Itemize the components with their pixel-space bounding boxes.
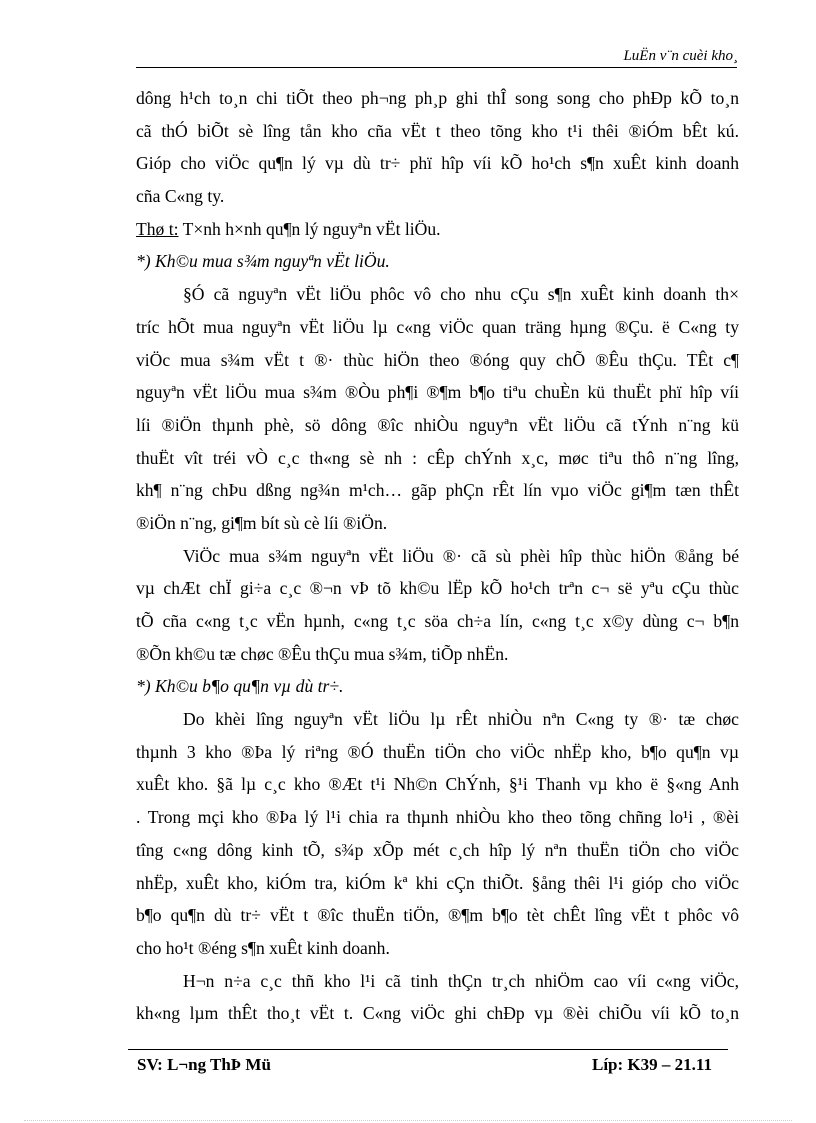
text-line: tÕ cña c«ng t¸c vËn hµnh, c«ng t¸c söa ch÷a lín, c«ng t¸c x©y dùng c¬ b¶n [136, 611, 739, 631]
text-line: cã thÓ biÕt sè lîng tån kho cña vËt t theo tõng kho t¹i thêi ®iÓm bÊt kú. [136, 120, 739, 141]
text-line: H¬n n÷a c¸c thñ kho l¹i cã tinh thÇn tr¸ch nhiÖm cao víi c«ng viÖc, [183, 970, 739, 991]
text-line: kh«ng lµm thÊt tho¸t vËt t. C«ng viÖc ghi chÐp vµ ®èi chiÕu víi kÕ to¸n [136, 1003, 739, 1024]
text-line: b¶o qu¶n dù tr÷ vËt t ®îc thuËn tiÖn, ®¶m b¶o tèt chÊt lîng vËt t phôc vô [136, 905, 739, 926]
text-line: líi ®iÖn thµnh phè, sö dông ®îc nhiÒu nguyªn vËt liÖu cã tÝnh n¨ng kü [136, 414, 739, 435]
class-code: Líp: K39 – 21.11 [592, 1055, 712, 1074]
text-line: dông h¹ch to¸n chi tiÕt theo ph¬ng ph¸p ghi thÎ song song cho phÐp kÕ to¸n [136, 88, 739, 108]
text-line: tîng c«ng dông kinh tÕ, s¾p xÕp mét c¸ch hîp lý nªn thuËn tiÖn cho viÖc [136, 839, 739, 860]
subsection-heading: *) Kh©u b¶o qu¶n vµ dù tr÷. [136, 676, 344, 697]
text-line: ®Õn kh©u tæ chøc ®Êu thÇu mua s¾m, tiÕp nhËn. [136, 643, 509, 664]
text-line: vµ chÆt chÏ gi÷a c¸c ®¬n vÞ tõ kh©u lËp kÕ ho¹ch trªn c¬ së yªu cÇu thùc [136, 578, 739, 599]
student-name: SV: L¬ng ThÞ Mü [137, 1055, 271, 1074]
header-rule [136, 67, 737, 68]
text-line: §Ó cã nguyªn vËt liÖu phôc vô cho nhu cÇu s¶n xuÊt kinh doanh th× [183, 284, 739, 305]
text-line: Gióp cho viÖc qu¶n lý vµ dù tr÷ phï hîp víi kÕ ho¹ch s¶n xuÊt kinh doanh [136, 153, 739, 174]
section-label: Thø t: [136, 218, 179, 239]
page-edge-dots [24, 1120, 792, 1121]
text-line: thuËt vît tréi vÒ c¸c th«ng sè nh : cÊp chÝnh x¸c, møc tiªu thô n¨ng lîng, [136, 447, 739, 468]
text-line: Do khèi lîng nguyªn vËt liÖu lµ rÊt nhiÒu nªn C«ng ty ®· tæ chøc [183, 709, 739, 730]
document-body [136, 82, 739, 1030]
running-header: LuËn v¨n cuèi kho¸ [623, 48, 738, 64]
text-line: ®iÖn n¨ng, gi¶m bít sù cè líi ®iÖn. [136, 512, 388, 533]
section-title: T×nh h×nh qu¶n lý nguyªn vËt liÖu. [178, 218, 441, 239]
text-line: ViÖc mua s¾m nguyªn vËt liÖu ®· cã sù phèi hîp thùc hiÖn ®ång bé [183, 545, 739, 566]
text-line: cho ho¹t ®éng s¶n xuÊt kinh doanh. [136, 937, 390, 958]
text-line: xuÊt kho. §ã lµ c¸c kho ®Æt t¹i Nh©n ChÝnh, §¹i Thanh vµ kho ë §«ng Anh [136, 774, 739, 795]
text-line: thµnh 3 kho ®Þa lý riªng ®Ó thuËn tiÖn cho viÖc nhËp kho, b¶o qu¶n vµ [136, 741, 739, 762]
text-line: nhËp, xuÊt kho, kiÓm tra, kiÓm kª khi cÇn thiÕt. §ång thêi l¹i gióp cho viÖc [136, 872, 739, 893]
section-heading [136, 213, 739, 246]
footer-rule [128, 1049, 728, 1050]
text-line: . Trong mçi kho ®Þa lý l¹i chia ra thµnh nhiÒu kho theo tõng chñng lo¹i , ®èi [136, 807, 739, 828]
text-line: tríc hÕt mua nguyªn vËt liÖu lµ c«ng viÖc quan träng hµng ®Çu. ë C«ng ty [136, 316, 739, 337]
text-line: cña C«ng ty. [136, 186, 225, 207]
subsection-heading: *) Kh©u mua s¾m nguyªn vËt liÖu. [136, 251, 390, 272]
text-line: kh¶ n¨ng chÞu dßng ng¾n m¹ch… gãp phÇn rÊt lín vµo viÖc gi¶m tæn thÊt [136, 480, 739, 501]
text-line: viÖc mua s¾m vËt t ®· thùc hiÖn theo ®óng quy chÕ ®Êu thÇu. TÊt c¶ [136, 349, 739, 370]
text-line: nguyªn vËt liÖu mua s¾m ®Òu ph¶i ®¶m b¶o tiªu chuÈn kü thuËt phï hîp víi [136, 382, 739, 403]
